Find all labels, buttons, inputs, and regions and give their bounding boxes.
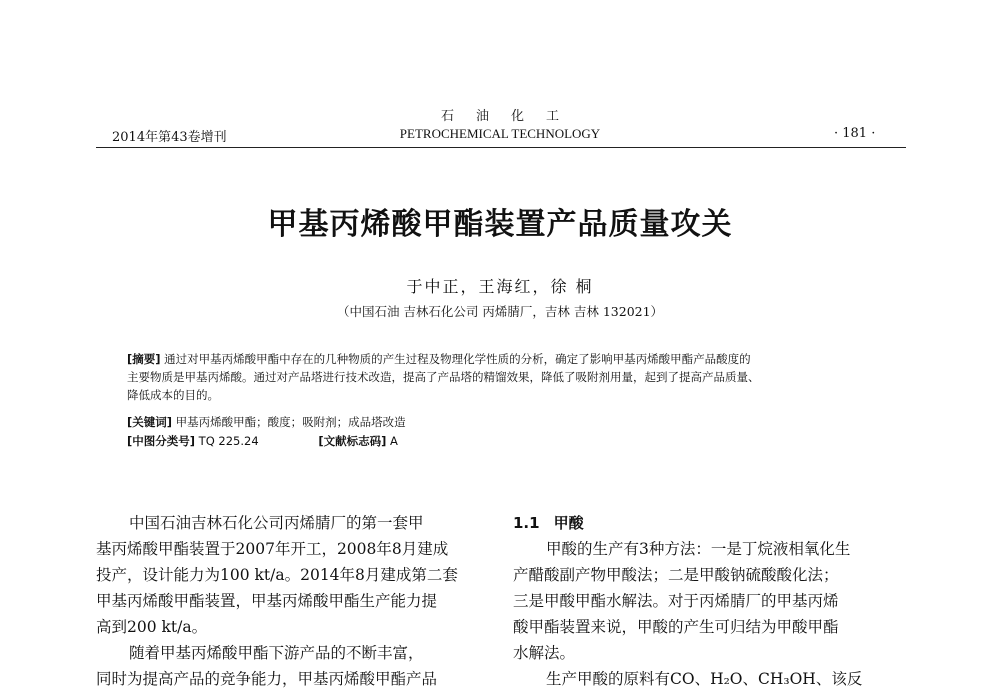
- authors: 于中正，王海红，徐 桐: [406, 277, 594, 296]
- header-rule: [96, 147, 906, 148]
- keywords-line: [127, 414, 406, 430]
- body-line: 随着甲基丙烯酸甲酯下游产品的不断丰富，: [129, 644, 424, 662]
- clc-line: [127, 433, 398, 449]
- abstract-line-2: 主要物质是甲基丙烯酸。通过对产品塔进行技术改造，提高了产品塔的精馏效果，降低了吸附剂用量，起到了提高产品质量、: [127, 370, 760, 384]
- doc-code-label: [文献标志码]: [318, 434, 387, 448]
- journal-name-cn: 石油化工: [440, 109, 581, 124]
- abstract-line-1: [127, 350, 887, 368]
- section-title: 甲酸: [553, 514, 584, 532]
- keywords-label: [关键词]: [127, 415, 173, 429]
- clc-code: TQ 225.24: [198, 434, 259, 448]
- body-line: 生产甲酸的原料有CO、H₂O、CH₃OH、该反: [546, 670, 863, 688]
- body-line: 甲酸的生产有3种方法：一是丁烷液相氧化生: [546, 540, 851, 558]
- body-line: 同时为提高产品的竞争能力，甲基丙烯酸甲酯产品: [96, 670, 438, 688]
- page-number: · 181 ·: [834, 126, 876, 141]
- affiliation: （中国石油 吉林石化公司 丙烯腈厂，吉林 吉林 132021）: [336, 304, 664, 319]
- body-line: 投产，设计能力为100 kt/a。2014年8月建成第二套: [96, 566, 458, 584]
- body-line: 甲基丙烯酸甲酯装置，甲基丙烯酸甲酯生产能力提: [96, 592, 438, 610]
- body-left-column: [96, 510, 488, 692]
- abstract-line-3: 降低成本的目的。: [127, 388, 219, 402]
- article-title: 甲基丙烯酸甲酯装置产品质量攻关: [267, 207, 733, 242]
- body-line: 基丙烯酸甲酯装置于2007年开工，2008年8月建成: [96, 540, 449, 558]
- journal-name-en: PETROCHEMICAL TECHNOLOGY: [399, 126, 601, 141]
- abstract-label: [摘要]: [127, 352, 161, 366]
- body-right-column: [513, 510, 905, 692]
- keywords: 甲基丙烯酸甲酯；酸度；吸附剂；成品塔改造: [175, 415, 406, 429]
- body-line: 中国石油吉林石化公司丙烯腈厂的第一套甲: [129, 514, 424, 532]
- body-line: 高到200 kt/a。: [96, 618, 208, 636]
- issue-info: 2014年第43卷增刊: [112, 130, 227, 145]
- doc-code: A: [389, 434, 398, 448]
- section-number: 1.1: [513, 514, 540, 532]
- body-line: 酸甲酯装置来说，甲酸的产生可归结为甲酸甲酯: [513, 618, 839, 636]
- body-line: 水解法。: [513, 644, 576, 662]
- section-heading: [513, 510, 905, 536]
- clc-label: [中图分类号]: [127, 434, 196, 448]
- body-line: 三是甲酸甲酯水解法。对于丙烯腈厂的甲基丙烯: [513, 592, 839, 610]
- body-line: 产醋酸副产物甲酸法；二是甲酸钠硫酸酸化法；: [513, 566, 839, 584]
- abstract-text: 通过对甲基丙烯酸甲酯中存在的几种物质的产生过程及物理化学性质的分析，确定了影响甲基丙烯酸甲酯产品酸度的: [164, 352, 751, 366]
- abstract: [127, 350, 887, 404]
